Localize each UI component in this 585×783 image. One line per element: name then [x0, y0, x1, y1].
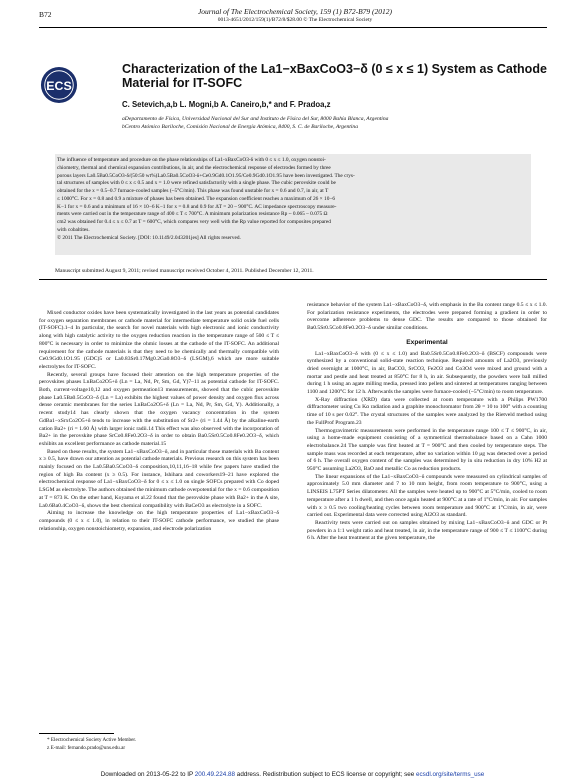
paragraph: Based on these results, the system La1−xBaxCoO3−δ, and in particular those materials with Ba content x ≥ 0.5, have drawn our attention as potential cathode materials. Previous research on this system has been mainly focused on the La0.5Ba0.5CoO3−δ composition,10,11,16–18 while few papers have studied the region of high Ba content (x ≥ 0.5). For instance, Ishihara and coworkers19–21 have explored the electrochemical response of La1−xBaxCoO3−δ for 0 ≤ x ≤ 1.0 on single SOFCs prepared with Co doped LSGM as electrolyte. The authors obtained the minimum cathode overpotential for the x = 0.6 composition at T = 873 K. On the other hand, Koyama et al.22 found that the perovskite phase with Ba2+ in the A site, La0.6Ba0.4CoO3−δ, shows the best chemical compatibility with BaCeO3 as electrolyte in a SOFC.: [39, 448, 279, 509]
header-rule: [39, 27, 547, 28]
paragraph: Recently, several groups have focused their attention on the high temperature properties of the perovskites phases LnBaCo2O5+δ (Ln = La, Nd, Pr, Sm, Gd, Y)7–11 as potential cathode for IT-SOFC. Both, current-voltage10,12 and oxygen permeation13 measurements, showed that the cubic perovskite phase La0.5Ba0.5CoO3−δ (Ln = La) exhibits the highest values of power density and oxygen flux across dense ceramic membranes for the series LnBaCo2O5+δ (Ln = La, Nd, Pr, Sm, Gd, Y). Additionally, a recent study14 has clearly shown that the oxygen vacancy concentration in the system GdBa1−xSrxCo2O5+δ tends to increase with the substitution of Sr2+ (ri = 1.44 Å) by the alkaline-earth cation Ba2+ (ri = 1.60 Å) with larger ionic radii.14 This effect was also observed with the incorporation of Ba2+ in the perovskite phase SrCo0.8Fe0.2O3−δ in order to obtain Ba0.5Sr0.5Co0.8Fe0.2O3−δ, which exhibits an excellent performance as cathode material.15: [39, 371, 279, 447]
footnote-rule: [39, 733, 114, 734]
paragraph: X-Ray diffraction (XRD) data were collected at room temperature with a Philips PW1700 diffractometer using Cu Kα radiation and a graphite monochromator from 2θ = 10 to 100° with a counting time of 10 s per 0.02°. The crystal structures of the samples were analyzed by the Rietveld method using the FullProf Program.23: [307, 396, 547, 426]
abstract-line: chiometry, thermal and chemical expansion contributions, in air, and the electrochemical response of electrodes formed by three: [57, 164, 331, 171]
abstract-line: porous layers La0.5Ba0.5CoO3-δ/(50:50 wt%)La0.5Ba0.5CoO3-δ+Ce0.9Gd0.1O1.95/Ce0.9Gd0.1O1.95 have been investigated. The crys-: [57, 172, 355, 179]
body-rule: [39, 279, 547, 280]
logo-text: ECS: [46, 78, 72, 93]
abstract-line: The influence of temperature and procedure on the phase relationships of La1-xBaxCoO3-δ with 0 ≤ x ≤ 1.0, oxygen nonstoi-: [57, 157, 326, 163]
journal-line: Journal of The Electrochemical Society, 159 (1) B72-B79 (2012): [197, 7, 393, 16]
abstract-line: K−1 for x = 0.6 and a minimum of 16 × 10−6 K−1 for x = 0.8 and 0.9 for ΔT = 20 – 900°C. AC impedance spectroscopy measure-: [57, 203, 337, 210]
ecs-logo: [40, 66, 78, 104]
journal-header: [150, 8, 440, 23]
abstract-line: tal structures of samples with 0 ≤ x ≤ 0.5 and x = 1.0 were refined satisfactorily with a single phase. The cubic perovskite could be: [57, 180, 336, 187]
author-list: C. Setevich,a,b L. Mogni,b A. Caneiro,b,* and F. Pradoa,z: [122, 100, 331, 109]
page-id: B72: [39, 10, 52, 19]
manuscript-dates: Manuscript submitted August 9, 2011; revised manuscript received October 4, 2011. Published December 12, 2011.: [55, 268, 314, 274]
right-column: [307, 302, 547, 543]
paragraph: Reactivity tests were carried out on samples obtained by mixing La1−xBaxCoO3−δ and GDC or Pt powders in a 1:1 weight ratio and heat treated, in air, in the temperature range of 900 ≤ T ≤ 1100°C during 6 h. After the heat treatment at the given temperature, the: [307, 519, 547, 542]
abstract-line: cm2 was obtained for 0.4 ≤ x ≤ 0.7 at T = 600°C, which compares very well with the Rp value reported for composites prepared: [57, 219, 331, 225]
notice-mid: address. Redistribution subject to ECS license or copyright; see: [235, 771, 417, 778]
abstract-line: ments were carried out in the temperature range of 400 ≤ T ≤ 700°C. A minimum polarization resistance Rp ~ 0.065 – 0.075 Ω: [57, 211, 328, 218]
paper-title: Characterization of the La1−xBaxCoO3−δ (0 ≤ x ≤ 1) System as Cathode Material for IT-SOFC: [122, 62, 547, 91]
paragraph: resistance behavior of the system La1−xBaxCoO3−δ, with emphasis in the Ba content range 0.5 ≤ x ≤ 1.0. For polarization resistance experiments, the electrodes were prepared forming a gradient in order to overcome adherence problems to dense GDC. The results are compared to those obtained for Ba0.5Sr0.5Co0.8Fe0.2O3−δ under similar conditions.: [307, 302, 547, 332]
paragraph: Aiming to increase the knowledge on the high temperature properties of La1−xBaxCoO3−δ compounds (0 ≤ x ≤ 1.0), in relation to their IT-SOFC cathode performance, we studied the phase relationship, oxygen nonstoichiometry, expansion, and electrode polarization: [39, 510, 279, 532]
abstract-line: obtained for the x = 0.5–0.7 furnace-cooled samples (~5°C/min). This phase was found unstable for x = 0.6 and 0.7, in air, at T: [57, 188, 329, 194]
abstract-line: with cobaltites.: [57, 226, 90, 233]
copyright-line: © 2011 The Electrochemical Society. [DOI: 10.1149/2.043201jes] All rights reserved.: [57, 234, 241, 241]
left-column: [39, 310, 279, 533]
terms-link[interactable]: ecsdl.org/site/terms_use: [416, 771, 485, 778]
paragraph: La1−xBaxCoO3−δ with (0 ≤ x ≤ 1.0) and Ba0.5Sr0.5Co0.8Fe0.2O3−δ (BSCF) compounds were synthesized by a conventional solid-state reaction technique. Required amounts of La2O3, previously dried overnight at 1000°C, in air, BaCO3, SrCO3, Fe2O3 and Co3O4 were mixed and ground with a mortar and pestle and heat treated at 850°C for 8 h, in air. Subsequently, the powders were ball milled during 1 h using an agate milling media, pressed into pellets and sintered at temperatures ranging between 1100 and 1200°C for 12 h. Afterwards the samples were furnace-cooled (~5°C/min) to room temperature.: [307, 350, 547, 396]
notice-prefix: Downloaded on 2013-05-22 to IP: [100, 771, 195, 778]
abstract-line: ≤ 1000°C. For x = 0.8 and 0.9 a mixture of phases has been obtained. The expansion coefficient reaches a maximum of 26 × 10−6: [57, 195, 336, 202]
footnote-member: * Electrochemical Society Active Member.: [47, 737, 137, 743]
paragraph: Mixed conductor oxides have been systematically investigated in the last years as potential candidates for oxygen separation membranes or cathode material for intermediate temperature solid oxide fuel cells (IT-SOFC).1–4 In particular, the search for novel materials with high electronic and ionic conductivity along with high catalytic activity to the oxygen reduction reaction in the temperature range of 500 ≤ T ≤ 800°C is necessary in order to minimize the ohmic losses at the cathode of the IT-SOFC. An additional requirement for the cathode materials is that they need to be chemically and thermally compatible with Ce0.9Gd0.1O1.95 (GDC)5 or La0.83Sr0.17Mg0.2Ga0.8O3−δ (LSGM),6 which are more suitable electrolytes for IT-SOFC.: [39, 310, 279, 370]
section-heading: Experimental: [406, 338, 448, 346]
doi-line: 0013-4651/2012/159(1)/B72/8/$28.00 © The Electrochemical Society: [217, 16, 373, 23]
affiliation-b: bCentro Atómico Bariloche, Comisión Nacional de Energía Atómica, 8400, S. C. de Bariloche, Argentina: [122, 124, 359, 130]
ip-address: 200.49.224.88: [194, 771, 236, 778]
affiliation-a: aDepartamento de Física, Universidad Nacional del Sur and Instituto de Física del Sur, 8000 Bahía Blanca, Argentina: [122, 116, 389, 122]
paragraph: Thermogravimetric measurements were performed in the temperature range 100 ≤ T ≤ 900°C, in air, using a home-made equipment consisting of a symmetrical thermobalance based on a Cahn 1000 electrobalance.24 The sample was first heated at T = 900°C and then cooled by temperature steps. The sample mass was recorded at each temperature, after no variation within 10 μg was detected over a period of 6 h. The overall oxygen content of the samples was determined by in situ reduction in dry 10% H2 at 950°C assuming La2O3, BaO and metallic Co as reduction products.: [307, 427, 547, 473]
footnote-email: z E-mail: fernando.prado@uns.edu.ar: [47, 745, 126, 751]
abstract-box: [55, 154, 531, 255]
paragraph: The linear expansions of the La1−xBaxCoO3−δ compounds were measured on cylindrical samples of approximately 5.0 mm diameter and 7 to 10 mm height, from room temperature to 900°C, using a LINSEIS L75PT Series dilatometer. All the samples were heated up to 900°C at 5°C/min, cooled to room temperature after a 1 h dwell, and then once again heated at 900°C at a rate of 1°C/min, in air. For samples with x ≥ 0.5 two cooling/heating cycles between room temperature and 900°C at 1°C/min, in air, were carried out. Experimental data were corrected using Al2O3 as standard.: [307, 473, 547, 519]
download-notice: [0, 771, 585, 778]
